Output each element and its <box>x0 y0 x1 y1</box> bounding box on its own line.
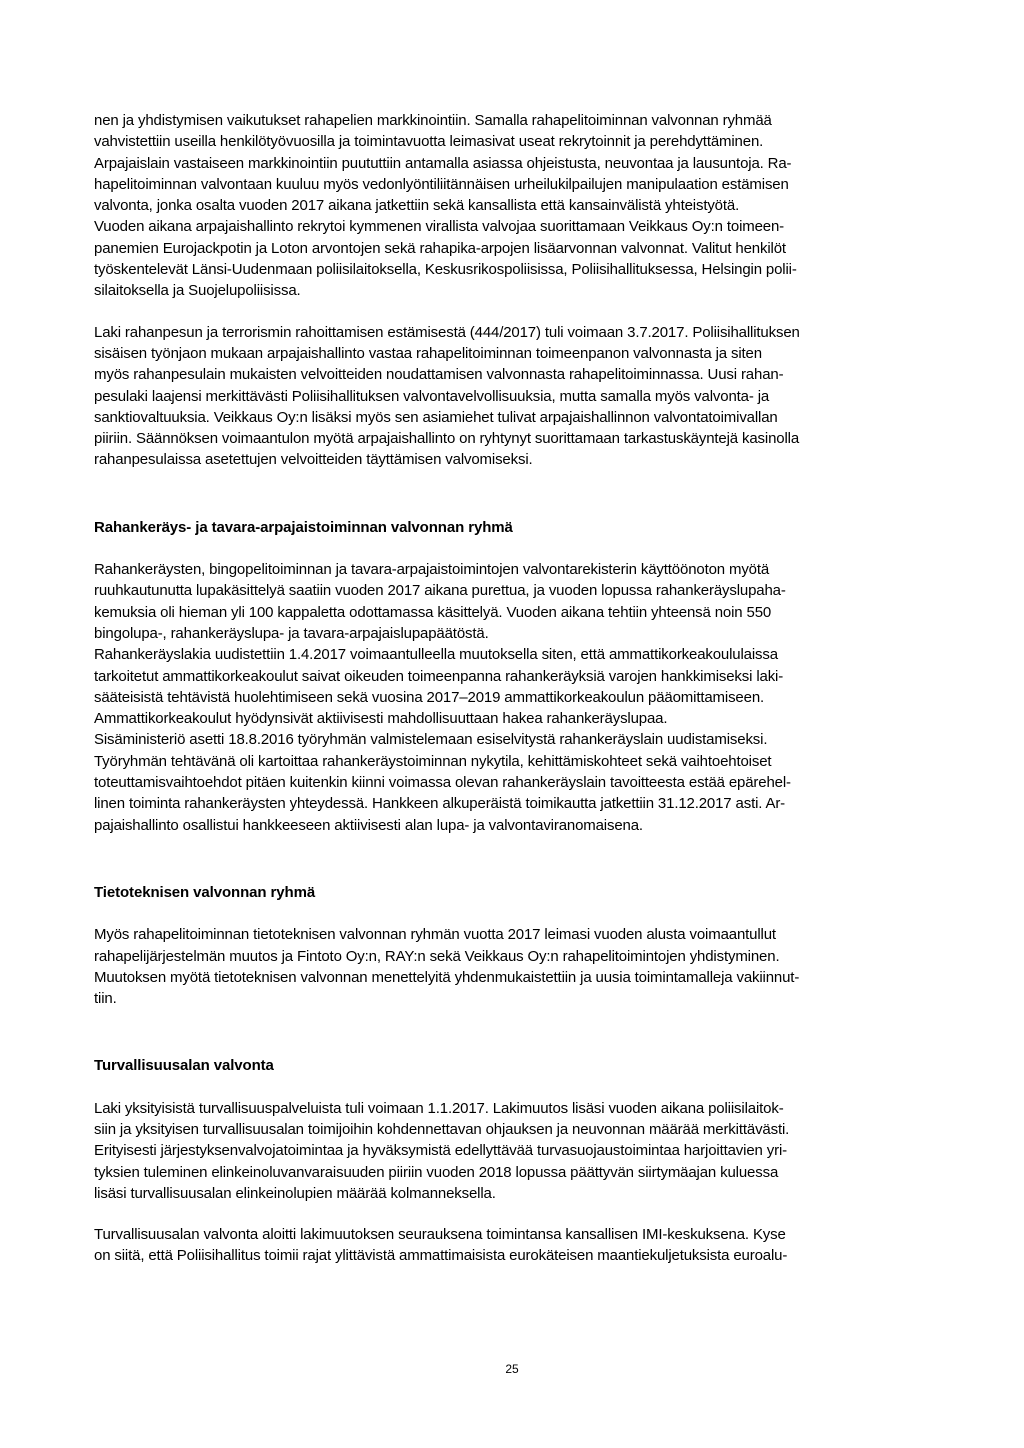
text-line: lisäsi turvallisuusalan elinkeinolupien määrää kolmanneksella. <box>94 1184 496 1202</box>
text-line: Muutoksen myötä tietoteknisen valvonnan menettelyitä yhdenmukaistettiin ja uusia toimintamalleja vakiinnut- <box>94 968 800 986</box>
text-line: pajaishallinto osallistui hankkeeseen aktiivisesti alan lupa- ja valvontaviranomaisena. <box>94 816 643 834</box>
section-heading-rahankerays: Rahankeräys- ja tavara-arpajaistoiminnan valvonnan ryhmä <box>94 518 513 536</box>
text-line: Turvallisuusalan valvonta aloitti lakimuutoksen seurauksena toimintansa kansallisen IMI-keskuksena. Kyse <box>94 1226 786 1244</box>
text-line: myös rahanpesulain mukaisten velvoitteiden noudattamisen valvonnasta rahapelitoiminnassa. Uusi rahan- <box>94 366 784 384</box>
intro-paragraph-2 <box>94 322 936 471</box>
text-line: ruuhkautunutta lupakäsittelyä saatiin vuoden 2017 aikana purettua, ja vuoden lopussa rahankeräyslupaha- <box>94 582 786 600</box>
text-line: Rahankeräyslakia uudistettiin 1.4.2017 voimaantulleella muutoksella siten, että ammattikorkeakoululaissa <box>94 646 778 664</box>
tietotekninen-paragraph <box>94 924 936 1009</box>
text-line: Arpajaislain vastaiseen markkinointiin puututtiin antamalla asiassa ohjeistusta, neuvontaa ja lausuntoja. Ra- <box>94 154 792 172</box>
text-line: siin ja yksityisen turvallisuusalan toimijoihin kohdennettavan ohjauksen ja neuvonnan määrää merkittävästi. <box>94 1120 790 1138</box>
text-line: sanktiovaltuuksia. Veikkaus Oy:n lisäksi myös sen asiamiehet tulivat arpajaishallinnon valvontatoimivallan <box>94 408 778 426</box>
intro-paragraph-1 <box>94 110 936 302</box>
text-line: valvonta, jonka osalta vuoden 2017 aikana jatkettiin sekä kansallista että kansainvälistä yhteistyötä. <box>94 197 740 215</box>
text-line: Vuoden aikana arpajaishallinto rekrytoi kymmenen virallista valvojaa suorittamaan Veikkaus Oy:n toimeen- <box>94 218 785 236</box>
text-line: Työryhmän tehtävänä oli kartoittaa rahankeräystoiminnan nykytila, kehittämiskohteet sekä vaihtoehtoiset <box>94 752 772 770</box>
rahankerays-paragraph <box>94 559 936 836</box>
text-line: tiin. <box>94 990 117 1008</box>
text-line: Myös rahapelitoiminnan tietoteknisen valvonnan ryhmän vuotta 2017 leimasi vuoden alusta voimaantullut <box>94 926 776 944</box>
text-line: piiriin. Säännöksen voimaantulon myötä arpajaishallinto on ryhtynyt suorittamaan tarkastuskäyntejä kasinolla <box>94 430 800 448</box>
turvallisuusala-paragraph-1 <box>94 1098 936 1204</box>
text-line: on siitä, että Poliisihallitus toimii rajat ylittävistä ammattimaisista eurokäteisen maantiekuljetuksista euroalu- <box>94 1247 788 1265</box>
text-line: sisäisen työnjaon mukaan arpajaishallinto vastaa rahapelitoiminnan toimeenpanon valvonnasta ja siten <box>94 344 762 362</box>
text-line: rahanpesulaissa asetettujen velvoitteiden täyttämisen valvomiseksi. <box>94 451 533 469</box>
text-line: silaitoksella ja Suojelupoliisissa. <box>94 282 301 300</box>
page-number: 25 <box>505 1362 519 1376</box>
text-line: panemien Eurojackpotin ja Loton arvontojen sekä rahapika-arpojen lisäarvonnan valvonnat. Valitut henkilöt <box>94 239 786 257</box>
text-line: rahapelijärjestelmän muutos ja Fintoto Oy:n, RAY:n sekä Veikkaus Oy:n rahapelitoimintojen yhdistyminen. <box>94 947 780 965</box>
document-body <box>94 110 936 1267</box>
text-line: bingolupa-, rahankeräyslupa- ja tavara-arpajaislupapäätöstä. <box>94 624 489 642</box>
turvallisuusala-paragraph-2 <box>94 1224 936 1267</box>
section-heading-tietotekninen: Tietoteknisen valvonnan ryhmä <box>94 883 316 901</box>
section-heading-turvallisuusala: Turvallisuusalan valvonta <box>94 1057 274 1075</box>
text-line: Laki rahanpesun ja terrorismin rahoittamisen estämisestä (444/2017) tuli voimaan 3.7.2017. Poliisihallituksen <box>94 323 800 341</box>
text-line: Sisäministeriö asetti 18.8.2016 työryhmän valmistelemaan esiselvitystä rahankeräyslain uudistamiseksi. <box>94 731 768 749</box>
text-line: työskentelevät Länsi-Uudenmaan poliisilaitoksella, Keskusrikospoliisissa, Poliisihallituksessa, Helsingin polii- <box>94 261 797 279</box>
text-line: tarkoitetut ammattikorkeakoulut saivat oikeuden toimeenpanna rahankeräyksiä varojen hankkimiseksi laki- <box>94 667 784 685</box>
text-line: sääteisistä tehtävistä huolehtimiseen sekä vuosina 2017–2019 ammattikorkeakoulun pääomittamiseen. <box>94 688 765 706</box>
text-line: Rahankeräysten, bingopelitoiminnan ja tavara-arpajaistoimintojen valvontarekisterin käyttöönoton myötä <box>94 561 770 579</box>
text-line: Ammattikorkeakoulut hyödynsivät aktiivisesti mahdollisuuttaan hakea rahankeräyslupaa. <box>94 710 668 728</box>
text-line: pesulaki laajensi merkittävästi Poliisihallituksen valvontavelvollisuuksia, mutta samalla myös valvonta- ja <box>94 387 770 405</box>
text-line: Laki yksityisistä turvallisuuspalveluista tuli voimaan 1.1.2017. Lakimuutos lisäsi vuoden aikana poliisilaitok- <box>94 1099 784 1117</box>
text-line: toteuttamisvaihtoehdot pitäen kuitenkin kiinni voimassa olevan rahankeräyslain tavoitteesta estää epärehel- <box>94 774 791 792</box>
text-line: kemuksia oli hieman yli 100 kappaletta odottamassa käsittelyä. Vuoden aikana tehtiin yhteensä noin 550 <box>94 603 772 621</box>
text-line: nen ja yhdistymisen vaikutukset rahapelien markkinointiin. Samalla rahapelitoiminnan valvonnan ryhmää <box>94 112 772 129</box>
text-line: Erityisesti järjestyksenvalvojatoimintaa ja hyväksymistä edellyttävää turvasuojaustoimintaa harjoittavien yri- <box>94 1142 787 1160</box>
text-line: linen toiminta rahankeräysten yhteydessä. Hankkeen alkuperäistä toimikautta jatkettiin 31.12.2017 asti. Ar- <box>94 795 786 813</box>
text-line: vahvistettiin useilla henkilötyövuosilla ja toimintavuotta leimasivat useat rekrytoinnit ja perehdyttäminen. <box>94 133 764 151</box>
text-line: tyksien tuleminen elinkeinoluvanvaraisuuden piiriin vuoden 2018 lopussa päättyvän siirtymäajan kuluessa <box>94 1163 779 1181</box>
text-line: hapelitoiminnan valvontaan kuuluu myös vedonlyöntiliitännäisen urheilukilpailujen manipulaation estämisen <box>94 175 789 193</box>
